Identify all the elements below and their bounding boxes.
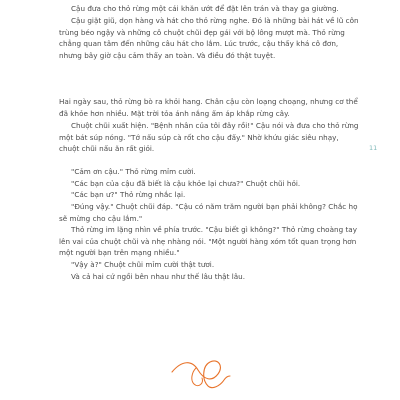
paragraph-9: Thỏ rừng im lặng nhìn về phía trước. "Cậu biết gì không?" Thỏ rừng choàng tay lên vai của chuột chũi và nhẹ nhàng nói. "Một người hàng xóm tốt quan trọng hơn một người bạn trên mạng nhiều." bbox=[59, 225, 357, 258]
flourish-tail bbox=[192, 368, 203, 386]
paragraph-3: Hai ngày sau, thỏ rừng bò ra khỏi hang. Chân cậu còn loạng choạng, nhưng cơ thể đã khỏe hơn nhiều. Mặt trời tỏa ánh nắng ấm áp khắp rừng cây. bbox=[59, 97, 358, 118]
paragraph-11: Và cả hai cứ ngồi bên nhau như thế lâu thật lâu. bbox=[71, 272, 246, 281]
paragraph-7: "Các bạn ư?" Thỏ rừng nhắc lại. bbox=[71, 190, 186, 199]
paragraph-5: "Cảm ơn cậu." Thỏ rừng mỉm cười. bbox=[71, 167, 196, 176]
paragraph-8: "Đúng vậy." Chuột chũi đáp. "Cậu có năm trăm người bạn phải không? Chắc họ sẽ mừng cho cậu lắm." bbox=[59, 202, 358, 223]
paragraph-1: Cậu đưa cho thỏ rừng một cái khăn ướt để đặt lên trán và thay ga giường. bbox=[71, 4, 339, 13]
page-number: 11 bbox=[369, 144, 378, 152]
paragraph-2: Cậu giặt giũ, dọn hàng và hát cho thỏ rừng nghe. Đó là những bài hát về lũ côn trùng béo ngậy và những cô chuột chũi đẹp gái với bộ lông mượt mà. Thỏ rừng chẳng quan tâm đến những câu hát cho lắm. Lúc trước, cậu thấy khá cô đơn, nhưng bây giờ cậu cảm thấy an toàn. Và điều đó thật tuyệt. bbox=[59, 16, 359, 60]
decorative-flourish-icon bbox=[168, 350, 232, 390]
paragraph-10: "Vậy à?" Chuột chũi mỉm cười thật tươi. bbox=[71, 260, 215, 269]
paragraph-4: Chuột chũi xuất hiện. "Bệnh nhân của tôi đây rồi!" Cậu nói và đưa cho thỏ rừng một bát súp nóng. "Tớ nấu súp cà rốt cho cậu đấy." Nhờ khứu giác siêu nhạy, chuột chũi nấu ăn rất giỏi. bbox=[59, 121, 359, 154]
paragraph-6: "Các bạn của cậu đã biết là cậu khỏe lại chưa?" Chuột chũi hỏi. bbox=[71, 179, 301, 188]
